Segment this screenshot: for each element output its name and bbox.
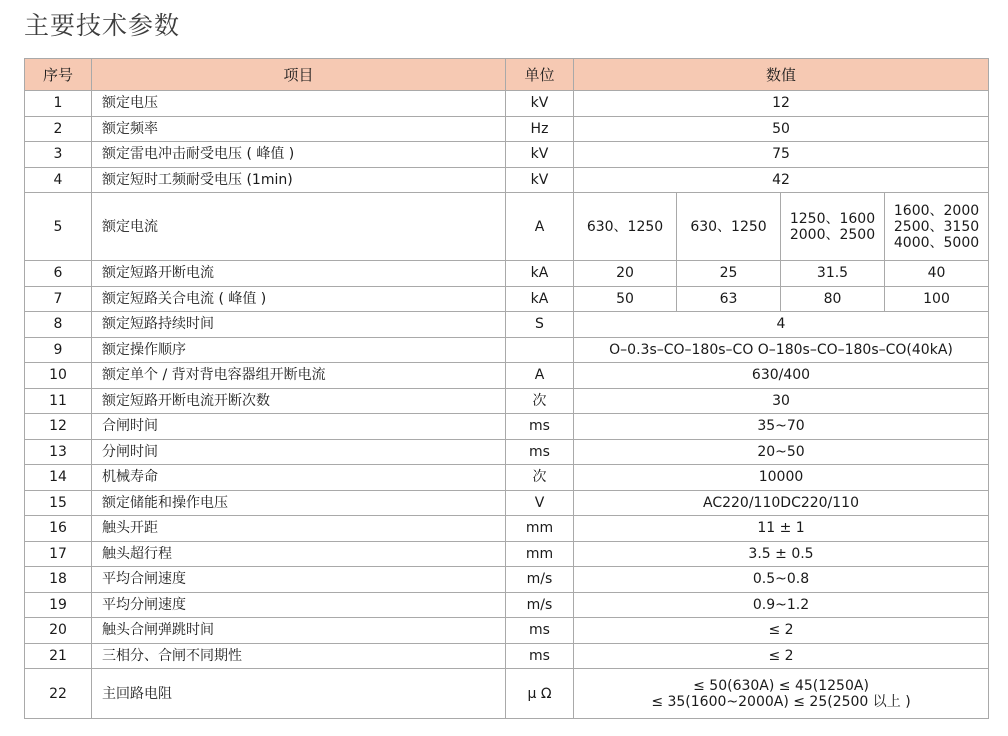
row-value-3 <box>781 193 885 261</box>
row-value: ≤ 2 <box>574 618 989 644</box>
row-item: 触头超行程 <box>92 541 506 567</box>
row-number: 8 <box>25 312 92 338</box>
row-value-4 <box>885 193 989 261</box>
row-value: 0.5~0.8 <box>574 567 989 593</box>
row-item: 额定操作顺序 <box>92 337 506 363</box>
row-value: 50 <box>574 116 989 142</box>
row-item: 额定短路持续时间 <box>92 312 506 338</box>
row-value: AC220/110DC220/110 <box>574 490 989 516</box>
header-unit: 单位 <box>506 59 574 91</box>
value-line: ≤ 35(1600~2000A) ≤ 25(2500 以上 ) <box>651 693 911 710</box>
value-line: 1250、1600 <box>789 210 876 227</box>
row-value-1 <box>574 193 677 261</box>
row-unit: 次 <box>506 465 574 491</box>
row-number: 1 <box>25 91 92 117</box>
row-item: 触头合闸弹跳时间 <box>92 618 506 644</box>
row-number: 3 <box>25 142 92 168</box>
table-row <box>25 592 989 618</box>
row-number: 19 <box>25 592 92 618</box>
row-item: 合闸时间 <box>92 414 506 440</box>
row-value-2: 63 <box>677 286 781 312</box>
row-item: 额定短路开断电流开断次数 <box>92 388 506 414</box>
table-row <box>25 142 989 168</box>
row-number: 15 <box>25 490 92 516</box>
page-title: 主要技术参数 <box>24 11 181 40</box>
header-no: 序号 <box>25 59 92 91</box>
table-row <box>25 439 989 465</box>
table-row <box>25 643 989 669</box>
value-line: ≤ 50(630A) ≤ 45(1250A) <box>693 677 869 694</box>
table-row <box>25 286 989 312</box>
row-unit: mm <box>506 516 574 542</box>
row-value-4: 100 <box>885 286 989 312</box>
table-row <box>25 414 989 440</box>
row-value-2: 25 <box>677 261 781 287</box>
row-unit: A <box>506 363 574 389</box>
value-line: 2500、3150 <box>893 218 980 235</box>
row-unit <box>506 337 574 363</box>
row-item: 主回路电阻 <box>92 669 506 719</box>
row-unit: m/s <box>506 592 574 618</box>
row-value: 10000 <box>574 465 989 491</box>
table-row <box>25 669 989 719</box>
row-value-4: 40 <box>885 261 989 287</box>
row-item: 额定单个 / 背对背电容器组开断电流 <box>92 363 506 389</box>
table-row <box>25 116 989 142</box>
spec-table <box>24 58 989 719</box>
table-row <box>25 516 989 542</box>
row-unit: kA <box>506 261 574 287</box>
header-item: 项目 <box>92 59 506 91</box>
row-number: 16 <box>25 516 92 542</box>
table-row <box>25 490 989 516</box>
row-item: 触头开距 <box>92 516 506 542</box>
row-number: 21 <box>25 643 92 669</box>
row-unit: kV <box>506 142 574 168</box>
table-row <box>25 541 989 567</box>
row-number: 9 <box>25 337 92 363</box>
row-value: 75 <box>574 142 989 168</box>
row-value: 4 <box>574 312 989 338</box>
row-unit: S <box>506 312 574 338</box>
row-item: 分闸时间 <box>92 439 506 465</box>
table-row <box>25 465 989 491</box>
row-unit: 次 <box>506 388 574 414</box>
row-value: 20~50 <box>574 439 989 465</box>
table-row <box>25 91 989 117</box>
row-unit: ms <box>506 439 574 465</box>
row-item: 额定电压 <box>92 91 506 117</box>
row-number: 22 <box>25 669 92 719</box>
header-row <box>25 59 989 91</box>
row-number: 13 <box>25 439 92 465</box>
row-item: 平均分闸速度 <box>92 592 506 618</box>
row-value: 630/400 <box>574 363 989 389</box>
row-number: 6 <box>25 261 92 287</box>
row-unit: μ Ω <box>506 669 574 719</box>
row-value-3: 80 <box>781 286 885 312</box>
row-unit: kV <box>506 91 574 117</box>
row-value: 0.9~1.2 <box>574 592 989 618</box>
row-item: 额定电流 <box>92 193 506 261</box>
row-unit: A <box>506 193 574 261</box>
row-number: 14 <box>25 465 92 491</box>
row-number: 17 <box>25 541 92 567</box>
header-value: 数值 <box>574 59 989 91</box>
row-item: 额定短时工频耐受电压 (1min) <box>92 167 506 193</box>
table-row <box>25 567 989 593</box>
value-line: 4000、5000 <box>893 234 980 251</box>
row-unit: kV <box>506 167 574 193</box>
row-unit: ms <box>506 643 574 669</box>
row-number: 7 <box>25 286 92 312</box>
row-unit: kA <box>506 286 574 312</box>
value-line: 630、1250 <box>586 218 664 235</box>
row-value-1: 20 <box>574 261 677 287</box>
row-item: 额定雷电冲击耐受电压 ( 峰值 ) <box>92 142 506 168</box>
table-row <box>25 261 989 287</box>
table-row <box>25 618 989 644</box>
row-unit: Hz <box>506 116 574 142</box>
row-unit: ms <box>506 414 574 440</box>
row-unit: ms <box>506 618 574 644</box>
row-number: 12 <box>25 414 92 440</box>
row-value: O–0.3s–CO–180s–CO O–180s–CO–180s–CO(40kA) <box>574 337 989 363</box>
row-value-2 <box>677 193 781 261</box>
row-number: 2 <box>25 116 92 142</box>
row-item: 平均合闸速度 <box>92 567 506 593</box>
table-row <box>25 388 989 414</box>
table-row <box>25 363 989 389</box>
row-value: 11 ± 1 <box>574 516 989 542</box>
row-value: 3.5 ± 0.5 <box>574 541 989 567</box>
value-line: 2000、2500 <box>789 226 876 243</box>
row-item: 额定短路开断电流 <box>92 261 506 287</box>
row-value: 35~70 <box>574 414 989 440</box>
row-unit: m/s <box>506 567 574 593</box>
row-value <box>574 669 989 719</box>
row-value: 12 <box>574 91 989 117</box>
row-item: 额定短路关合电流 ( 峰值 ) <box>92 286 506 312</box>
row-value-1: 50 <box>574 286 677 312</box>
row-value: ≤ 2 <box>574 643 989 669</box>
row-item: 额定储能和操作电压 <box>92 490 506 516</box>
row-value: 42 <box>574 167 989 193</box>
row-number: 10 <box>25 363 92 389</box>
row-number: 5 <box>25 193 92 261</box>
table-row <box>25 167 989 193</box>
row-item: 额定频率 <box>92 116 506 142</box>
table-row <box>25 193 989 261</box>
value-line: 1600、2000 <box>893 202 980 219</box>
row-number: 11 <box>25 388 92 414</box>
row-number: 18 <box>25 567 92 593</box>
row-number: 20 <box>25 618 92 644</box>
row-unit: V <box>506 490 574 516</box>
row-item: 机械寿命 <box>92 465 506 491</box>
row-number: 4 <box>25 167 92 193</box>
table-body <box>25 91 989 719</box>
row-item: 三相分、合闸不同期性 <box>92 643 506 669</box>
row-value-3: 31.5 <box>781 261 885 287</box>
row-value: 30 <box>574 388 989 414</box>
value-line: 630、1250 <box>690 218 767 235</box>
table-row <box>25 312 989 338</box>
row-unit: mm <box>506 541 574 567</box>
table-row <box>25 337 989 363</box>
